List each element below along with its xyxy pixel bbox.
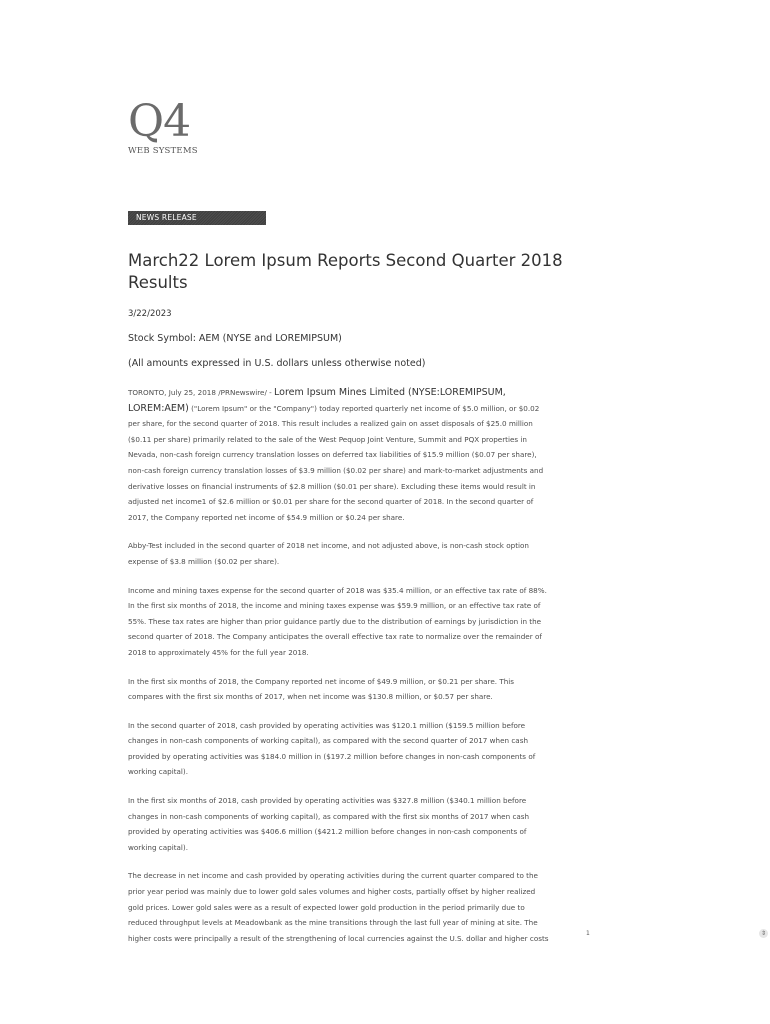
lead-text: ("Lorem Ipsum" or the "Company") today reported quarterly net income of $5.0 million, or $0.02 per share, for the second quarter of 2018. This result includes a realized gain on asset disposals of $25.0 million ($0.11 per share) primarily related to the sale of the West Pequop Joint Venture, Summit and PQX properties in Nevada, non-cash foreign currency translation losses on deferred tax liabilities of $15.9 million ($0.07 per share), non-cash foreign currency translation losses of $3.9 million ($0.02 per share) and mark-to-market adjustments and derivative losses on financial instruments of $2.8 million ($0.01 per share). Excluding these items would result in adjusted net income1 of $2.6 million or $0.01 per share for the second quarter of 2018. In the second quarter of 2017, the Company reported net income of $54.9 million or $0.24 per share. xyxy=(128,403,544,522)
page-title: March22 Lorem Ipsum Reports Second Quarter 2018 Results xyxy=(128,251,563,292)
logo-subtitle: WEB SYSTEMS xyxy=(128,146,198,156)
company-name: Lorem Ipsum Mines Limited (NYSE:LOREMIPSUM, LOREM:AEM) xyxy=(128,387,506,414)
dateline: TORONTO, July 25, 2018 /PRNewswire/ - xyxy=(128,388,275,397)
article-body xyxy=(128,385,550,959)
page-number: 1 xyxy=(586,930,590,937)
paragraph: In the first six months of 2018, cash provided by operating activities was $327.8 million ($340.1 million before changes in non-cash components of working capital), as compared with the first six months of 2017 when cash provided by operating activities was $406.6 million ($421.2 million before changes in non-cash components of working capital). xyxy=(128,796,530,852)
paragraph: In the second quarter of 2018, cash provided by operating activities was $120.1 million ($159.5 million before changes in non-cash components of working capital), as compared with the second quarter of 2017 when cash provided by operating activities was $184.0 million in ($197.2 million before changes in non-cash components of working capital). xyxy=(128,720,536,777)
paragraph: Abby-Test included in the second quarter of 2018 net income, and not adjusted above, is non-cash stock option expense of $3.8 million ($0.02 per share). xyxy=(128,541,529,566)
logo-mark: Q4 xyxy=(128,96,191,147)
stock-symbol: Stock Symbol: AEM (NYSE and LOREMIPSUM) xyxy=(128,333,342,344)
company-logo xyxy=(128,96,218,156)
lead-paragraph xyxy=(128,385,550,525)
paragraph: In the first six months of 2018, the Company reported net income of $49.9 million, or $0.21 per share. This compares with the first six months of 2017, when net income was $130.8 million, or $0.57 per share. xyxy=(128,676,515,702)
release-date: 3/22/2023 xyxy=(128,309,172,319)
paragraph: The decrease in net income and cash provided by operating activities during the current quarter compared to the prior year period was mainly due to lower gold sales volumes and higher costs, partially offset by higher realized gold prices. Lower gold sales were as a result of expected lower gold production in the period primarily due to reduced throughput levels at Meadowbank as the mine transitions through the last full year of mining at site. The higher costs were principally a result of the strengthening of local currencies against the U.S. dollar and higher costs xyxy=(128,871,549,943)
scroll-icon[interactable]: ⇕ xyxy=(760,930,767,937)
amounts-note: (All amounts expressed in U.S. dollars unless otherwise noted) xyxy=(128,358,426,369)
paragraph: Income and mining taxes expense for the second quarter of 2018 was $35.4 million, or an effective tax rate of 88%. In the first six months of 2018, the income and mining taxes expense was $59.9 million, or an effective tax rate of 55%. These tax rates are higher than prior guidance partly due to the distribution of earnings by jurisdiction in the second quarter of 2018. The Company anticipates the overall effective tax rate to normalize over the remainder of 2018 to approximately 45% for the full year 2018. xyxy=(128,585,547,657)
news-release-badge: NEWS RELEASE xyxy=(128,211,266,225)
